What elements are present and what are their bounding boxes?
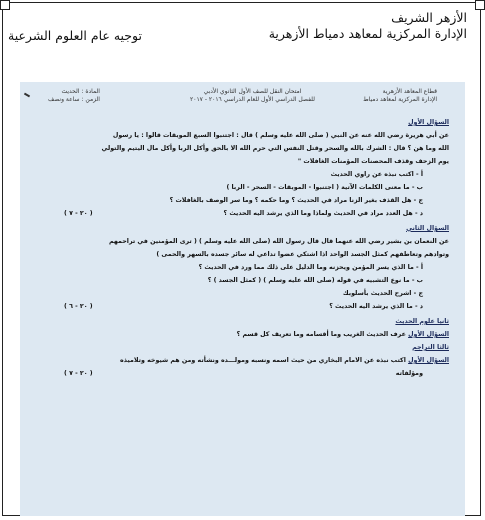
question-item: السؤال الأول اكتب نبذه عن الامام البخاري من حيث اسمه ونسبه ومولـــده ونشأته ومن هم شيوخه وتلاميذه [120,357,449,364]
question-item: أ - ما الذي يسر المؤمن ويحزنه وما الدليل على ذلك مما ورد في الحديث ؟ [198,264,423,271]
question-item: ج - اشرح الحديث بأسلوبك [342,290,423,297]
section-title: ثالثا التراجم [412,344,449,351]
header-line-1: الأزهر الشريف [391,10,467,25]
hadith-text: الله وما هن ؟ قال : الشرك بالله والسحر وقتل النفس التي حرم الله الا بالحق وأكل الربا وأكل مال اليتيم والتولي [101,145,449,152]
question-item: د - هل العدد مراد في الحديث ولماذا وما الذي يرشد اليه الحديث ؟ ( ٢٠ - ٧ ) [36,207,449,220]
paper-header [20,82,465,112]
question-item: د - ما الذي يرشد اليه الحديث ؟ ( ٢٠ - ٦ ) [36,300,449,313]
paper-header-right: قطاع المعاهد الأزهرية الإدارة المركزية لمعاهد دمياط [363,88,437,103]
corner-mark [0,0,10,10]
hadith-text: وتوادهم وتعاطفهم كمثل الجسد الواحد اذا اشتكي عضوا تداعي له سائر جسده بالسهر والحمى ) [156,251,449,258]
section-title: السؤال الثاني [406,225,449,232]
section-title: ثانيا علوم الحديث [395,318,449,325]
paper-header-left: المادة : الحديث الزمن : ساعة ونصف [48,88,100,103]
corner-mark [475,0,485,10]
header-line-2: الإدارة المركزية لمعاهد دمياط الأزهرية [268,26,467,41]
marks-label: ( ٢٠ - ٧ ) [64,370,93,377]
exam-paper [20,82,465,516]
marks-label: ( ٢٠ - ٧ ) [64,210,93,217]
question-item: ج - هل القذف بغير الزنا مراد في الحديث ؟ وما حكمه ؟ وما سر الوصف بالغافلات ؟ [169,197,423,204]
hadith-text: عن النعمان بن بشير رضي الله عنهما قال قال رسول الله (صلى الله عليه وسلم ) ( ترى المؤمنين في تراحمهم [108,238,449,245]
question-item: أ - اكتب نبذه عن راوي الحديث [330,171,423,178]
question-item: ومؤلفاته ( ٢٠ - ٧ ) [36,367,449,380]
exam-body [36,116,449,380]
paper-header-middle: امتحان النقل للصف الأول الثانوي الأدبي للفصل الدراسي الأول للعام الدراسي ٢٠١٦ - ٢٠١٧ [190,88,315,103]
marks-label: ( ٢٠ - ٦ ) [64,303,93,310]
question-item: ب - ما نوع التشبيه في قوله (صلى الله عليه وسلم ) ( كمثل الجسد ) ؟ [207,277,423,284]
header-right-note: توجيه عام العلوم الشرعية [8,28,142,43]
section-title: السؤال الأول [408,119,449,126]
question-item: ب - ما معنى الكلمات الآتية ( اجتنبوا - الموبقات - السحر - الربا ) [226,184,423,191]
hadith-text: عن أبي هريرة رضي الله عنه عن النبي ( صلى الله عليه وسلم ) قال : اجتنبوا السبع الموبقات قالوا : يا رسول [112,132,449,139]
question-item: السؤال الأول عرف الحديث الغريب وما أقسامه وما تعريف كل قسم ؟ [236,331,449,338]
hadith-text: يوم الزحف وقذف المحصنات المؤمنات الغافلات " [297,158,449,165]
